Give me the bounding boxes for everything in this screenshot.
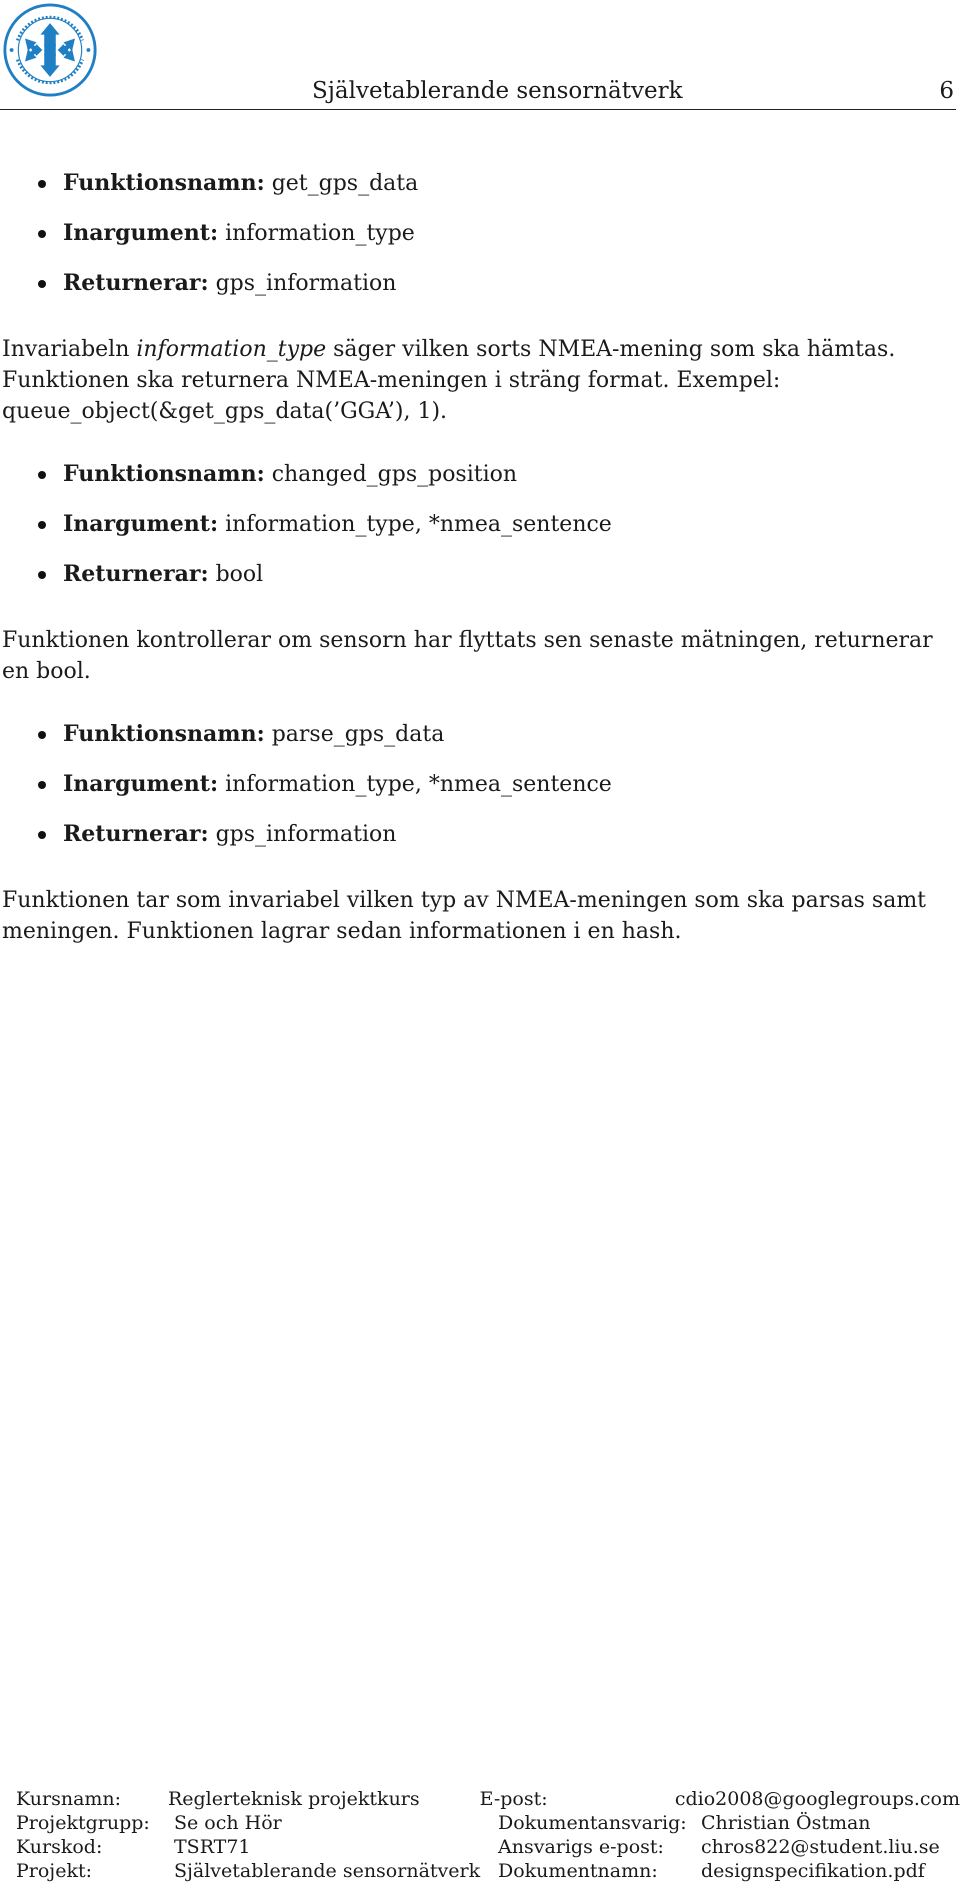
list-item bbox=[0, 218, 950, 249]
attribute-label: Inargument: bbox=[63, 511, 219, 537]
bullet-icon bbox=[38, 781, 46, 789]
bullet-icon bbox=[38, 831, 46, 839]
attribute-value: information_type bbox=[225, 221, 415, 246]
function-spec-parse-gps-data bbox=[0, 719, 950, 947]
list-item bbox=[0, 769, 950, 800]
bullet-icon bbox=[38, 471, 46, 479]
footer-label: Dokumentansvarig: bbox=[498, 1812, 687, 1834]
footer-value: chros822@student.liu.se bbox=[701, 1836, 940, 1858]
function-attributes bbox=[0, 168, 950, 299]
attribute-label: Returnerar: bbox=[63, 821, 209, 847]
footer-metadata bbox=[16, 1787, 960, 1883]
attribute-label: Inargument: bbox=[63, 220, 219, 246]
attribute-value: gps_information bbox=[215, 271, 397, 296]
function-spec-get-gps-data bbox=[0, 168, 950, 427]
footer-row bbox=[16, 1811, 960, 1835]
footer-value: Christian Östman bbox=[701, 1812, 871, 1834]
bullet-icon bbox=[38, 280, 46, 288]
footer-label: Projektgrupp: bbox=[16, 1812, 150, 1834]
page-number: 6 bbox=[939, 78, 954, 104]
attribute-label: Funktionsnamn: bbox=[63, 721, 265, 747]
footer-value: Reglerteknisk projektkurs bbox=[167, 1788, 420, 1810]
list-item bbox=[0, 509, 950, 540]
attribute-value: gps_information bbox=[215, 822, 397, 847]
footer-row bbox=[16, 1787, 960, 1811]
header-title: Självetablerande sensornätverk bbox=[312, 78, 683, 104]
header-rule bbox=[0, 109, 956, 110]
description-paragraph: Funktionen tar som invariabel vilken typ av NMEA-meningen som ska parsas samt meningen. Funktionen lagrar sedan informationen i en hash. bbox=[2, 888, 927, 944]
footer-label: Kursnamn: bbox=[16, 1788, 122, 1810]
list-item bbox=[0, 459, 950, 490]
paragraph-text: säger vilken sorts NMEA-mening som ska hämtas. Funktionen ska returnera NMEA-meningen i sträng format. Exempel: queue_object(&get_gps_data(’GGA’), 1). bbox=[2, 337, 896, 424]
list-item bbox=[0, 719, 950, 750]
attribute-label: Returnerar: bbox=[63, 270, 209, 296]
function-attributes bbox=[0, 719, 950, 850]
attribute-label: Funktionsnamn: bbox=[63, 461, 265, 487]
footer-label: E-post: bbox=[479, 1788, 548, 1810]
footer-value: cdio2008@googlegroups.com bbox=[674, 1788, 960, 1810]
footer-label: Kurskod: bbox=[16, 1836, 103, 1858]
bullet-icon bbox=[38, 180, 46, 188]
attribute-value: changed_gps_position bbox=[271, 462, 518, 487]
attribute-value: information_type, *nmea_sentence bbox=[225, 512, 612, 537]
footer-value: designspecifikation.pdf bbox=[701, 1860, 925, 1882]
bullet-icon bbox=[38, 521, 46, 529]
attribute-value: get_gps_data bbox=[271, 171, 419, 196]
attribute-value: information_type, *nmea_sentence bbox=[225, 772, 612, 797]
footer-value: TSRT71 bbox=[174, 1836, 251, 1858]
footer-label: Ansvarigs e-post: bbox=[498, 1836, 664, 1858]
description-paragraph bbox=[0, 334, 950, 427]
bullet-icon bbox=[38, 230, 46, 238]
list-item bbox=[0, 168, 950, 199]
bullet-icon bbox=[38, 571, 46, 579]
attribute-label: Returnerar: bbox=[63, 561, 209, 587]
list-item bbox=[0, 268, 950, 299]
paragraph-text: Invariabeln bbox=[2, 337, 137, 362]
attribute-label: Funktionsnamn: bbox=[63, 170, 265, 196]
footer-value: Se och Hör bbox=[174, 1812, 282, 1834]
list-item bbox=[0, 559, 950, 590]
list-item bbox=[0, 819, 950, 850]
function-spec-changed-gps-position bbox=[0, 459, 950, 687]
university-seal-icon bbox=[2, 2, 98, 98]
footer-label: Projekt: bbox=[16, 1860, 92, 1882]
footer-label: Dokumentnamn: bbox=[498, 1860, 658, 1882]
footer-row bbox=[16, 1835, 960, 1859]
footer-value: Självetablerande sensornätverk bbox=[174, 1860, 481, 1882]
attribute-label: Inargument: bbox=[63, 771, 219, 797]
document-body bbox=[0, 168, 950, 947]
footer-row bbox=[16, 1859, 960, 1883]
attribute-value: bool bbox=[215, 562, 264, 587]
attribute-value: parse_gps_data bbox=[271, 722, 445, 747]
emphasized-term: information_type bbox=[136, 337, 327, 362]
function-attributes bbox=[0, 459, 950, 590]
description-paragraph: Funktionen kontrollerar om sensorn har flyttats sen senaste mätningen, returnerar en bool. bbox=[2, 628, 933, 684]
bullet-icon bbox=[38, 731, 46, 739]
